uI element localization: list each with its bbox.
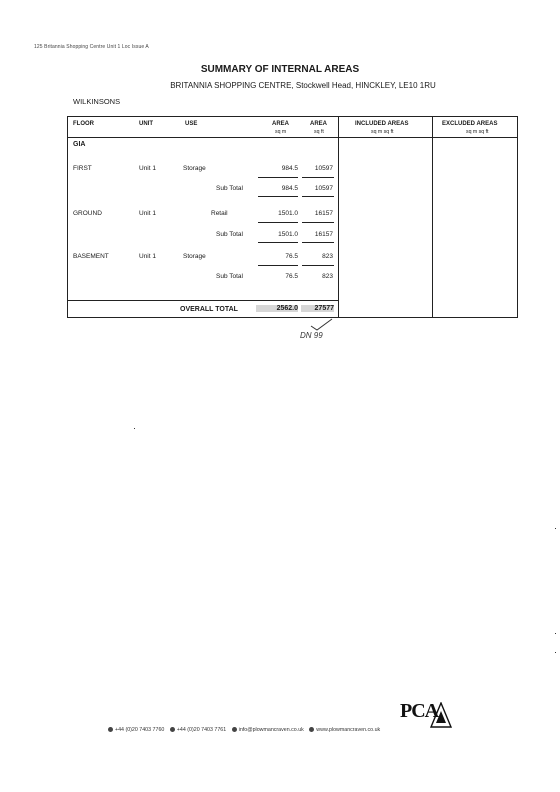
- header-area-sqft: AREA: [310, 121, 328, 127]
- subtotal-sqft: 16157: [314, 231, 333, 238]
- tick: [302, 222, 334, 223]
- footer-web[interactable]: www.plowmancraven.co.uk: [316, 727, 381, 733]
- header-floor: FLOOR: [73, 121, 94, 127]
- header-area-sqft-unit: sq ft: [314, 129, 324, 135]
- overall-total-sqft: 27577: [301, 305, 334, 312]
- tick: [258, 242, 298, 243]
- scan-speck: [134, 428, 135, 429]
- header-included-units: sq m sq ft: [371, 129, 394, 135]
- use-ground: Retail: [211, 210, 228, 217]
- scan-speck: [555, 528, 556, 529]
- subtotal-sqm: 1501.0: [278, 231, 298, 238]
- subtotal-label: Sub Total: [216, 231, 243, 238]
- signature-initials: DN 99: [300, 331, 323, 340]
- header-area-sqm: AREA: [272, 121, 290, 127]
- tenant-name: WILKINSONS: [73, 97, 121, 106]
- sqm-basement: 76.5: [285, 253, 298, 260]
- divider-included: [338, 117, 339, 317]
- tick: [258, 177, 298, 178]
- section-gia: GIA: [73, 141, 86, 148]
- subtotal-sqm: 76.5: [285, 273, 298, 280]
- footer-contacts: [104, 727, 380, 733]
- document-subtitle: BRITANNIA SHOPPING CENTRE, Stockwell Head, HINCKLEY, LE10 1RU: [170, 81, 436, 90]
- tick: [258, 222, 298, 223]
- scan-speck: [555, 633, 556, 634]
- subtotal-label: Sub Total: [216, 273, 243, 280]
- tick: [302, 265, 334, 266]
- header-use: USE: [185, 121, 198, 127]
- phone-icon: [108, 727, 113, 732]
- tick: [302, 196, 334, 197]
- web-icon: [309, 727, 314, 732]
- sqm-first: 984.5: [281, 165, 298, 172]
- email-icon: [232, 727, 237, 732]
- pca-triangle-icon: [430, 702, 452, 728]
- total-rule: [68, 300, 338, 301]
- unit-basement: Unit 1: [139, 253, 156, 260]
- overall-total-sqm: 2562.0: [256, 305, 298, 312]
- header-rule: [68, 137, 517, 138]
- use-first: Storage: [183, 165, 206, 172]
- tick: [302, 177, 334, 178]
- subtotal-sqft: 10597: [314, 185, 333, 192]
- document-title: SUMMARY OF INTERNAL AREAS: [200, 64, 360, 75]
- footer-tel: +44 (0)20 7403 7760: [115, 727, 165, 733]
- subtotal-sqm: 984.5: [281, 185, 298, 192]
- checkmark-icon: [310, 318, 334, 332]
- header-area-sqm-unit: sq m: [275, 129, 287, 135]
- tick: [302, 242, 334, 243]
- floor-basement: BASEMENT: [73, 253, 109, 260]
- scan-speck: [555, 652, 556, 653]
- sqft-first: 10597: [314, 165, 333, 172]
- sqm-ground: 1501.0: [278, 210, 298, 217]
- header-included: INCLUDED AREAS: [355, 121, 409, 127]
- use-basement: Storage: [183, 253, 206, 260]
- header-unit: UNIT: [139, 121, 153, 127]
- footer-fax: +44 (0)20 7403 7761: [176, 727, 227, 733]
- unit-first: Unit 1: [139, 165, 156, 172]
- unit-ground: Unit 1: [139, 210, 156, 217]
- overall-total-label: OVERALL TOTAL: [180, 306, 238, 313]
- sqft-basement: 823: [322, 253, 333, 260]
- tick: [258, 265, 298, 266]
- fax-icon: [170, 727, 175, 732]
- footer-email[interactable]: info@plowmancraven.co.uk: [238, 727, 304, 733]
- document-reference: 125 Britannia Shopping Centre Unit 1 Loc Issue A: [34, 44, 149, 50]
- subtotal-sqft: 823: [322, 273, 333, 280]
- pca-logo: PCA: [400, 700, 439, 722]
- floor-first: FIRST: [73, 165, 92, 172]
- header-excluded: EXCLUDED AREAS: [442, 121, 498, 127]
- tick: [258, 196, 298, 197]
- divider-excluded: [432, 117, 433, 317]
- subtotal-label: Sub Total: [216, 185, 243, 192]
- header-excluded-units: sq m sq ft: [466, 129, 489, 135]
- areas-table: [67, 116, 518, 318]
- floor-ground: GROUND: [73, 210, 102, 217]
- sqft-ground: 16157: [314, 210, 333, 217]
